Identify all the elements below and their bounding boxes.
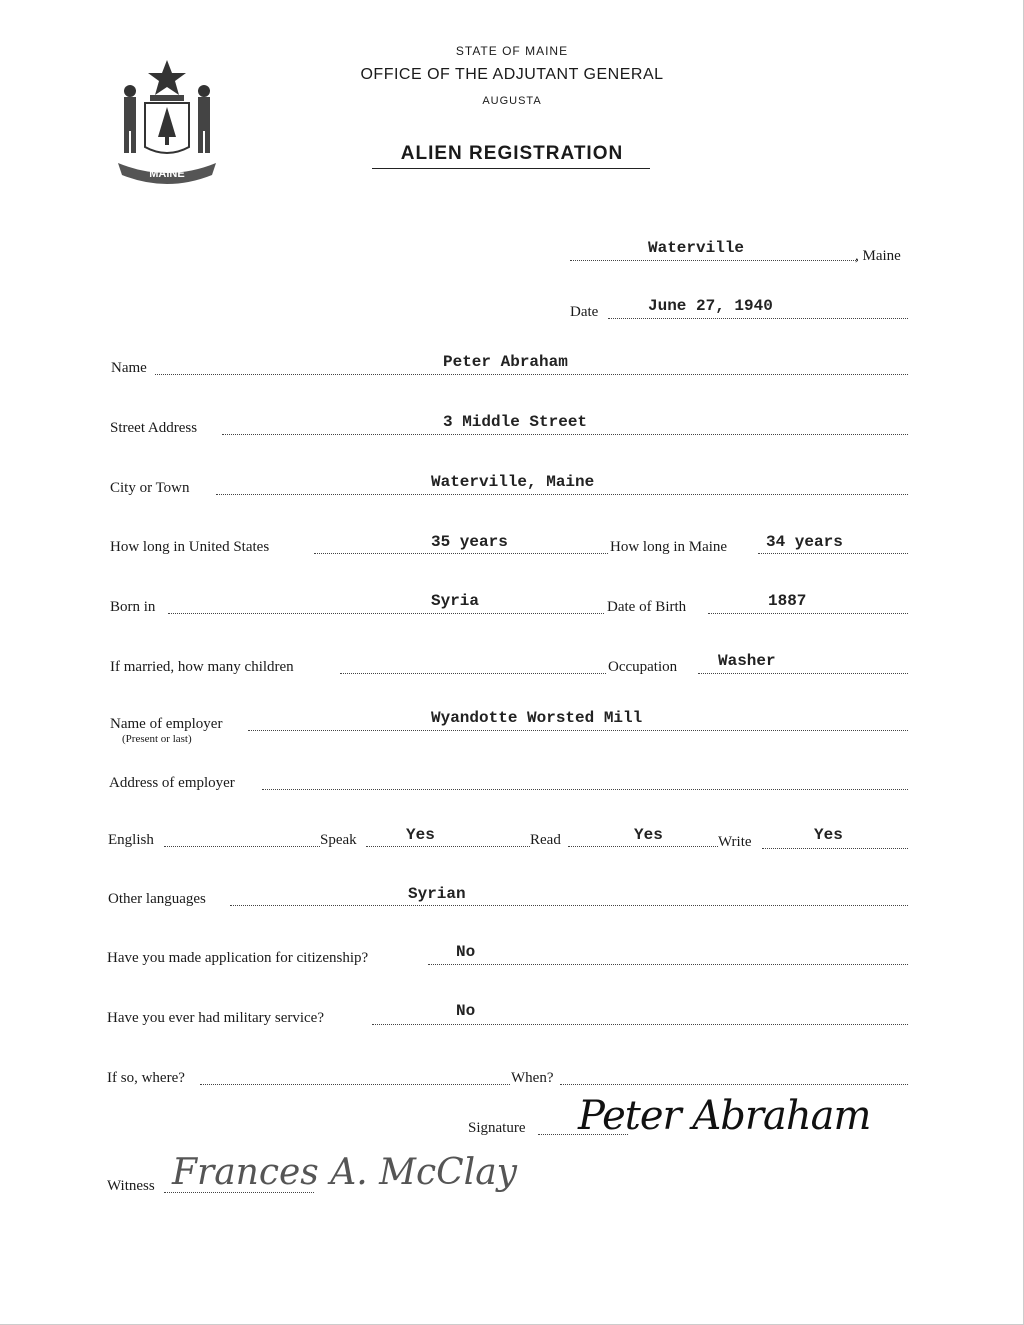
dob-value: 1887 xyxy=(768,592,807,610)
other-languages-value: Syrian xyxy=(408,885,466,903)
us-duration-label: How long in United States xyxy=(110,539,270,555)
occupation-label: Occupation xyxy=(608,659,678,675)
english-label: English xyxy=(108,832,154,848)
write-label: Write xyxy=(718,834,752,850)
read-value: Yes xyxy=(634,826,663,844)
speak-label: Speak xyxy=(320,832,357,848)
office-heading: OFFICE OF THE ADJUTANT GENERAL xyxy=(360,66,664,83)
date-value: June 27, 1940 xyxy=(648,297,773,315)
form-title: ALIEN REGISTRATION xyxy=(400,143,624,164)
military-value: No xyxy=(456,1002,476,1020)
date-label: Date xyxy=(570,304,599,320)
employer-value: Wyandotte Worsted Mill xyxy=(431,709,643,727)
birthplace-label: Born in xyxy=(110,599,156,615)
occupation-value: Washer xyxy=(718,652,776,670)
city-value: Waterville, Maine xyxy=(431,473,595,491)
state-heading: STATE OF MAINE xyxy=(455,44,569,58)
city-heading: AUGUSTA xyxy=(482,95,542,107)
street-value: 3 Middle Street xyxy=(443,413,588,431)
signature-handwriting: Peter Abraham xyxy=(578,1093,871,1139)
other-languages-label: Other languages xyxy=(108,891,206,907)
name-value: Peter Abraham xyxy=(443,353,568,371)
employer-label: Name of employer xyxy=(110,716,223,732)
witness-handwriting: Frances A. McClay xyxy=(172,1152,517,1193)
name-label: Name xyxy=(111,360,147,376)
military-label: Have you ever had military service? xyxy=(107,1010,324,1026)
citizenship-label: Have you made application for citizenship? xyxy=(107,950,369,966)
employer-sublabel: (Present or last) xyxy=(122,733,192,745)
employer-address-label: Address of employer xyxy=(109,775,235,791)
us-duration-value: 35 years xyxy=(431,533,508,551)
dob-label: Date of Birth xyxy=(607,599,687,615)
maine-duration-value: 34 years xyxy=(766,533,843,551)
read-label: Read xyxy=(530,832,561,848)
speak-value: Yes xyxy=(406,826,435,844)
citizenship-value: No xyxy=(456,943,476,961)
maine-duration-label: How long in Maine xyxy=(610,539,728,555)
children-label: If married, how many children xyxy=(110,659,294,675)
city-label: City or Town xyxy=(110,480,190,496)
place-value: Waterville xyxy=(648,239,745,257)
write-value: Yes xyxy=(814,826,843,844)
birthplace-value: Syria xyxy=(431,592,480,610)
seal-text: MAINE xyxy=(149,168,185,180)
signature-label: Signature xyxy=(468,1120,526,1136)
witness-label: Witness xyxy=(107,1178,155,1194)
street-label: Street Address xyxy=(110,420,198,436)
when-label: When? xyxy=(511,1070,554,1086)
where-label: If so, where? xyxy=(107,1070,185,1086)
place-suffix: , Maine xyxy=(855,248,901,264)
